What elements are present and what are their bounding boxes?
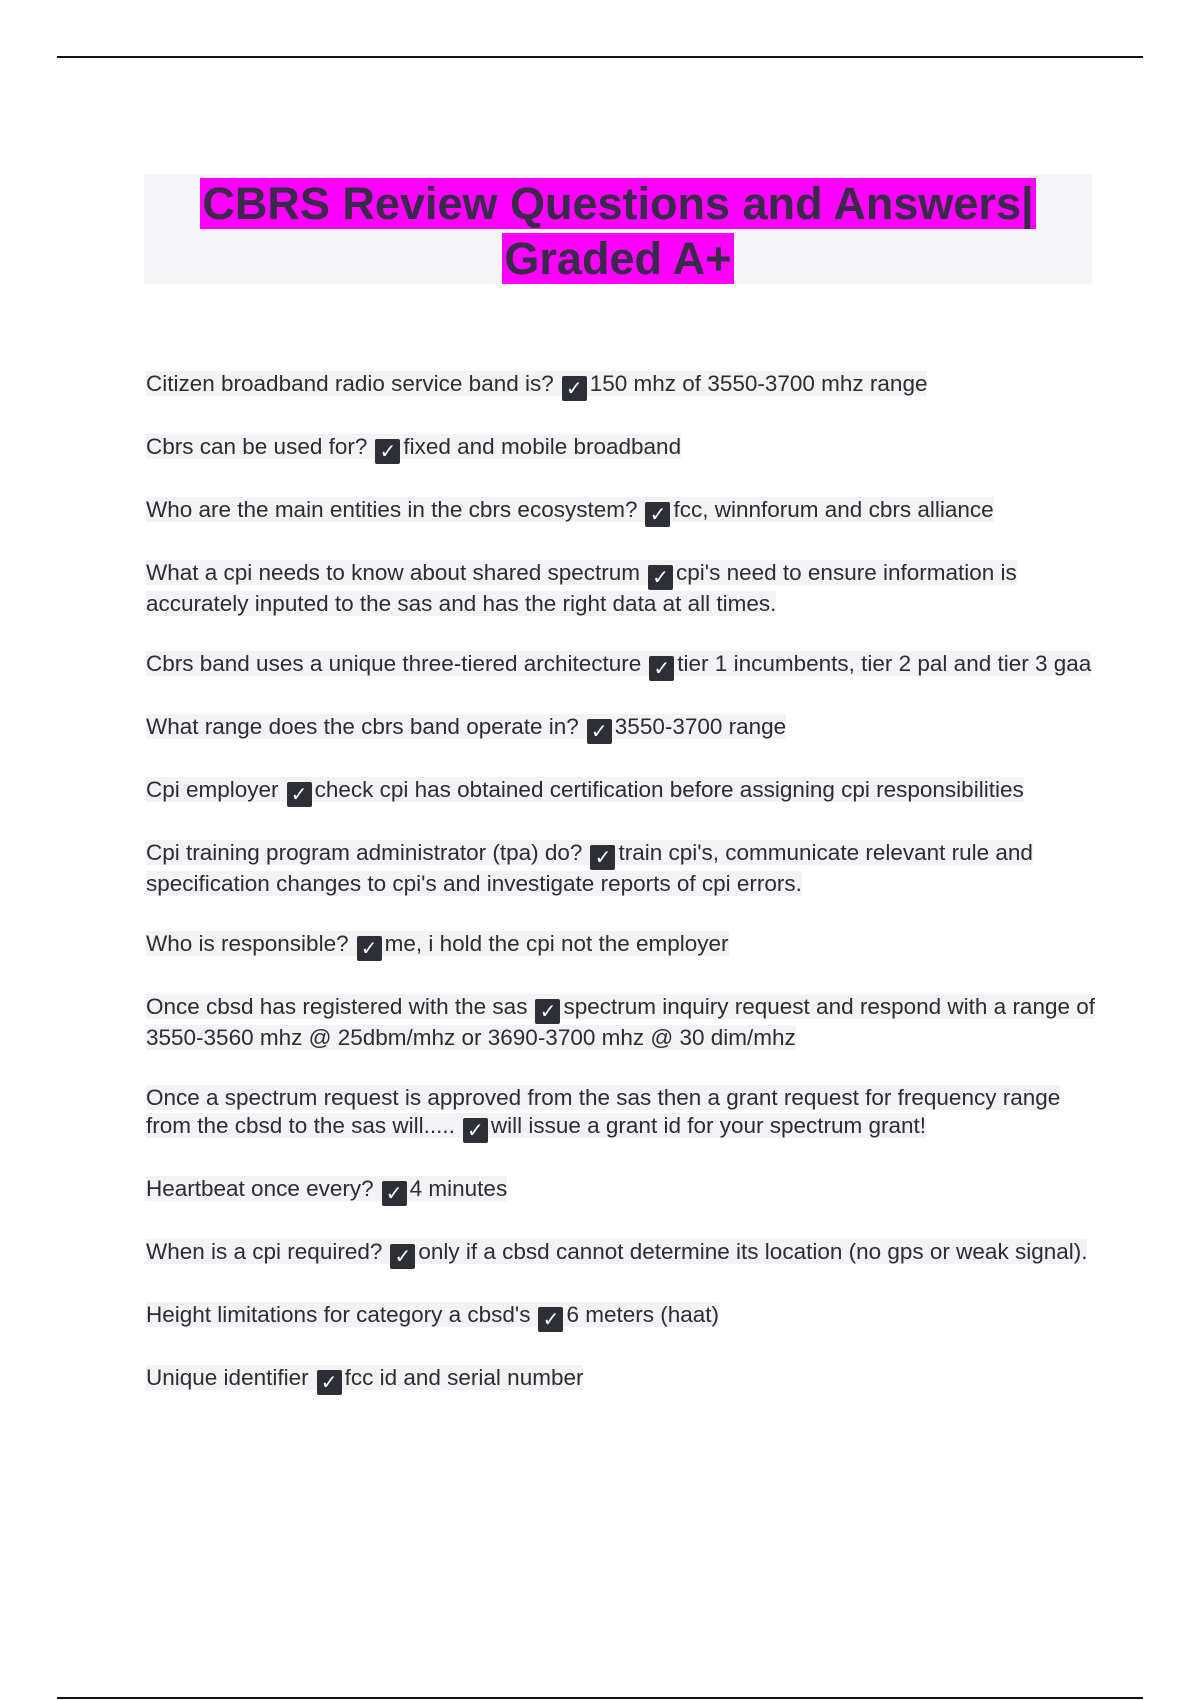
top-rule <box>57 56 1143 58</box>
answer-text: 6 meters (haat) <box>566 1302 720 1327</box>
answer-text: 3550-3700 range <box>614 714 787 739</box>
qa-text <box>146 994 1095 1050</box>
title-line-2: Graded A+ <box>504 233 732 284</box>
qa-text <box>146 371 928 400</box>
question-text: Who is responsible? <box>146 931 349 956</box>
check-box-icon: ✓ <box>649 656 674 681</box>
qa-item <box>146 559 1096 618</box>
question-text: Cbrs band uses a unique three-tiered architecture <box>146 651 642 676</box>
check-box-icon: ✓ <box>375 439 400 464</box>
qa-item <box>146 1084 1096 1143</box>
question-text: What range does the cbrs band operate in? <box>146 714 579 739</box>
qa-text <box>146 931 729 960</box>
question-text: Once a spectrum request is approved from the sas then a grant request for frequency range from the cbsd to the sas will..... <box>146 1085 1061 1138</box>
question-text: Once cbsd has registered with the sas <box>146 994 528 1019</box>
question-text: Heartbeat once every? <box>146 1176 374 1201</box>
check-box-icon: ✓ <box>538 1307 563 1332</box>
check-box-icon: ✓ <box>535 999 560 1024</box>
answer-text: fcc, winnforum and cbrs alliance <box>673 497 994 522</box>
check-box-icon: ✓ <box>645 502 670 527</box>
qa-item <box>146 650 1096 681</box>
check-box-icon: ✓ <box>562 376 587 401</box>
qa-text <box>146 840 1033 896</box>
question-text: Citizen broadband radio service band is? <box>146 371 554 396</box>
title-block <box>144 174 1092 284</box>
title-line-1: CBRS Review Questions and Answers| <box>202 178 1034 229</box>
qa-item <box>146 839 1096 898</box>
answer-text: cpi's need to ensure information is accurately inputed to the sas and has the right data at all times. <box>146 560 1017 616</box>
qa-item <box>146 713 1096 744</box>
question-text: Unique identifier <box>146 1365 309 1390</box>
question-text: Cpi employer <box>146 777 279 802</box>
answer-text: fcc id and serial number <box>344 1365 584 1390</box>
question-text: Cbrs can be used for? <box>146 434 368 459</box>
qa-item <box>146 993 1096 1052</box>
qa-item <box>146 370 1096 401</box>
qa-text <box>146 1176 508 1205</box>
qa-text <box>146 777 1024 806</box>
qa-item <box>146 1301 1096 1332</box>
question-text: What a cpi needs to know about shared spectrum <box>146 560 641 585</box>
qa-text <box>146 1365 584 1394</box>
qa-item <box>146 930 1096 961</box>
check-box-icon: ✓ <box>590 845 615 870</box>
qa-text <box>146 560 1017 616</box>
qa-text <box>146 651 1092 680</box>
qa-item <box>146 1175 1096 1206</box>
qa-item <box>146 1238 1096 1269</box>
answer-text: check cpi has obtained certification before assigning cpi responsibilities <box>314 777 1024 802</box>
question-text: Height limitations for category a cbsd's <box>146 1302 531 1327</box>
page-title <box>144 174 1092 286</box>
answer-text: spectrum inquiry request and respond with a range of 3550-3560 mhz @ 25dbm/mhz or 3690-3700 mhz @ 30 dim/mhz <box>146 994 1096 1050</box>
check-box-icon: ✓ <box>587 719 612 744</box>
answer-text: me, i hold the cpi not the employer <box>384 931 729 956</box>
qa-text <box>146 1085 1061 1142</box>
check-box-icon: ✓ <box>357 936 382 961</box>
check-box-icon: ✓ <box>463 1118 488 1143</box>
qa-text <box>146 497 994 526</box>
check-box-icon: ✓ <box>390 1244 415 1269</box>
check-box-icon: ✓ <box>382 1181 407 1206</box>
answer-text: only if a cbsd cannot determine its location (no gps or weak signal). <box>418 1239 1088 1264</box>
qa-text <box>146 1302 720 1331</box>
question-text: Cpi training program administrator (tpa) do? <box>146 840 583 865</box>
question-text: When is a cpi required? <box>146 1239 383 1264</box>
answer-text: 4 minutes <box>409 1176 508 1201</box>
qa-item <box>146 496 1096 527</box>
qa-item <box>146 433 1096 464</box>
qa-item <box>146 1364 1096 1395</box>
bottom-rule <box>57 1697 1143 1699</box>
qa-item <box>146 776 1096 807</box>
answer-text: tier 1 incumbents, tier 2 pal and tier 3 gaa <box>677 651 1092 676</box>
check-box-icon: ✓ <box>648 565 673 590</box>
answer-text: fixed and mobile broadband <box>403 434 682 459</box>
qa-text <box>146 434 682 463</box>
answer-text: 150 mhz of 3550-3700 mhz range <box>589 371 928 396</box>
question-text: Who are the main entities in the cbrs ecosystem? <box>146 497 638 522</box>
qa-text <box>146 1239 1088 1268</box>
qa-text <box>146 714 787 743</box>
check-box-icon: ✓ <box>317 1370 342 1395</box>
qa-list <box>146 370 1096 1427</box>
answer-text: train cpi's, communicate relevant rule and specification changes to cpi's and investigate reports of cpi errors. <box>146 840 1033 896</box>
check-box-icon: ✓ <box>287 782 312 807</box>
answer-text: will issue a grant id for your spectrum grant! <box>490 1113 927 1138</box>
